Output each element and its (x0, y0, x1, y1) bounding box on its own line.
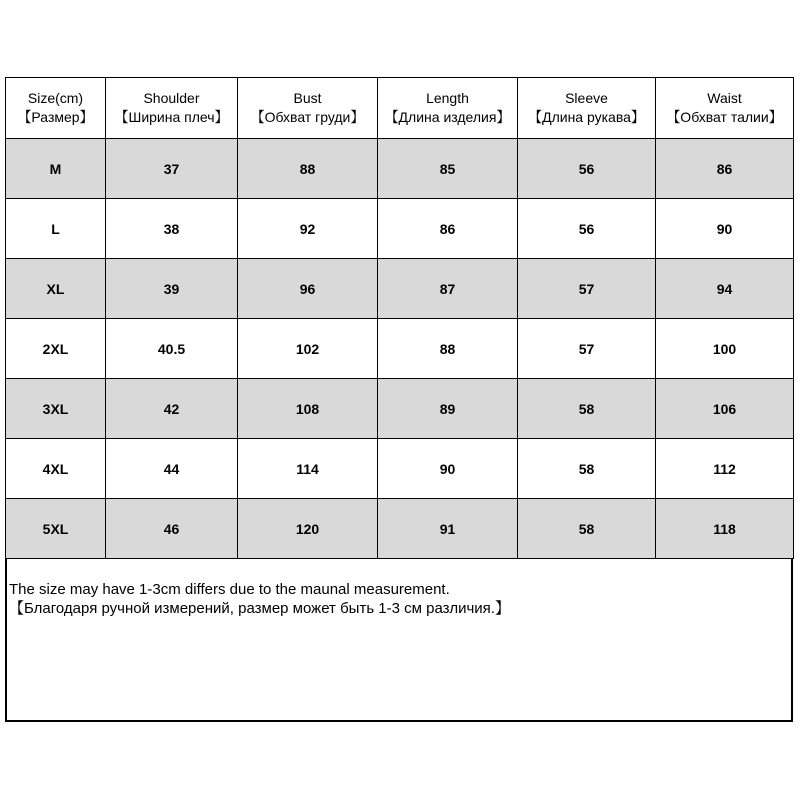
table-row (6, 259, 794, 319)
cell-sleeve: 57 (518, 259, 656, 319)
cell-size: L (6, 199, 106, 259)
cell-length: 90 (378, 439, 518, 499)
header-waist-ru: 【Обхват талии】 (666, 109, 783, 125)
table-row (6, 379, 794, 439)
header-shoulder-ru: 【Ширина плеч】 (114, 109, 229, 125)
cell-bust: 120 (238, 499, 378, 559)
header-sleeve-ru: 【Длина рукава】 (528, 109, 645, 125)
cell-waist: 118 (656, 499, 794, 559)
cell-bust: 114 (238, 439, 378, 499)
cell-sleeve: 58 (518, 379, 656, 439)
cell-size: 2XL (6, 319, 106, 379)
cell-size: 4XL (6, 439, 106, 499)
header-bust-ru: 【Обхват груди】 (250, 109, 365, 125)
table-header-row (6, 78, 794, 139)
cell-size: XL (6, 259, 106, 319)
measurement-note-ru: 【Благодаря ручной измерений, размер может быть 1-3 см различия.】 (9, 600, 510, 617)
cell-waist: 100 (656, 319, 794, 379)
measurement-note (9, 580, 789, 618)
header-size-ru: 【Размер】 (17, 109, 94, 125)
cell-sleeve: 58 (518, 499, 656, 559)
header-sleeve (518, 78, 656, 139)
table-row (6, 439, 794, 499)
cell-waist: 94 (656, 259, 794, 319)
measurement-note-en: The size may have 1-3cm differs due to the maunal measurement. (9, 581, 450, 598)
cell-shoulder: 39 (106, 259, 238, 319)
cell-shoulder: 37 (106, 139, 238, 199)
cell-length: 91 (378, 499, 518, 559)
cell-waist: 106 (656, 379, 794, 439)
header-shoulder (106, 78, 238, 139)
table-row (6, 139, 794, 199)
cell-size: 5XL (6, 499, 106, 559)
table-row (6, 199, 794, 259)
cell-length: 88 (378, 319, 518, 379)
header-length-ru: 【Длина изделия】 (384, 109, 511, 125)
cell-length: 85 (378, 139, 518, 199)
cell-shoulder: 40.5 (106, 319, 238, 379)
header-sleeve-en: Sleeve (565, 90, 608, 106)
cell-length: 87 (378, 259, 518, 319)
cell-length: 89 (378, 379, 518, 439)
header-waist-en: Waist (707, 90, 742, 106)
table-row (6, 499, 794, 559)
header-shoulder-en: Shoulder (143, 90, 200, 106)
cell-sleeve: 58 (518, 439, 656, 499)
header-length-en: Length (426, 90, 469, 106)
cell-shoulder: 42 (106, 379, 238, 439)
cell-bust: 102 (238, 319, 378, 379)
header-bust-en: Bust (293, 90, 322, 106)
cell-bust: 92 (238, 199, 378, 259)
cell-bust: 88 (238, 139, 378, 199)
header-waist (656, 78, 794, 139)
table-row (6, 319, 794, 379)
cell-bust: 96 (238, 259, 378, 319)
header-size (6, 78, 106, 139)
cell-waist: 90 (656, 199, 794, 259)
cell-sleeve: 56 (518, 199, 656, 259)
cell-shoulder: 44 (106, 439, 238, 499)
size-chart-table (5, 77, 794, 559)
cell-waist: 86 (656, 139, 794, 199)
header-bust (238, 78, 378, 139)
cell-size: M (6, 139, 106, 199)
cell-bust: 108 (238, 379, 378, 439)
cell-sleeve: 57 (518, 319, 656, 379)
cell-waist: 112 (656, 439, 794, 499)
header-length (378, 78, 518, 139)
cell-shoulder: 38 (106, 199, 238, 259)
cell-shoulder: 46 (106, 499, 238, 559)
cell-length: 86 (378, 199, 518, 259)
header-size-en: Size(cm) (27, 90, 84, 106)
cell-size: 3XL (6, 379, 106, 439)
cell-sleeve: 56 (518, 139, 656, 199)
